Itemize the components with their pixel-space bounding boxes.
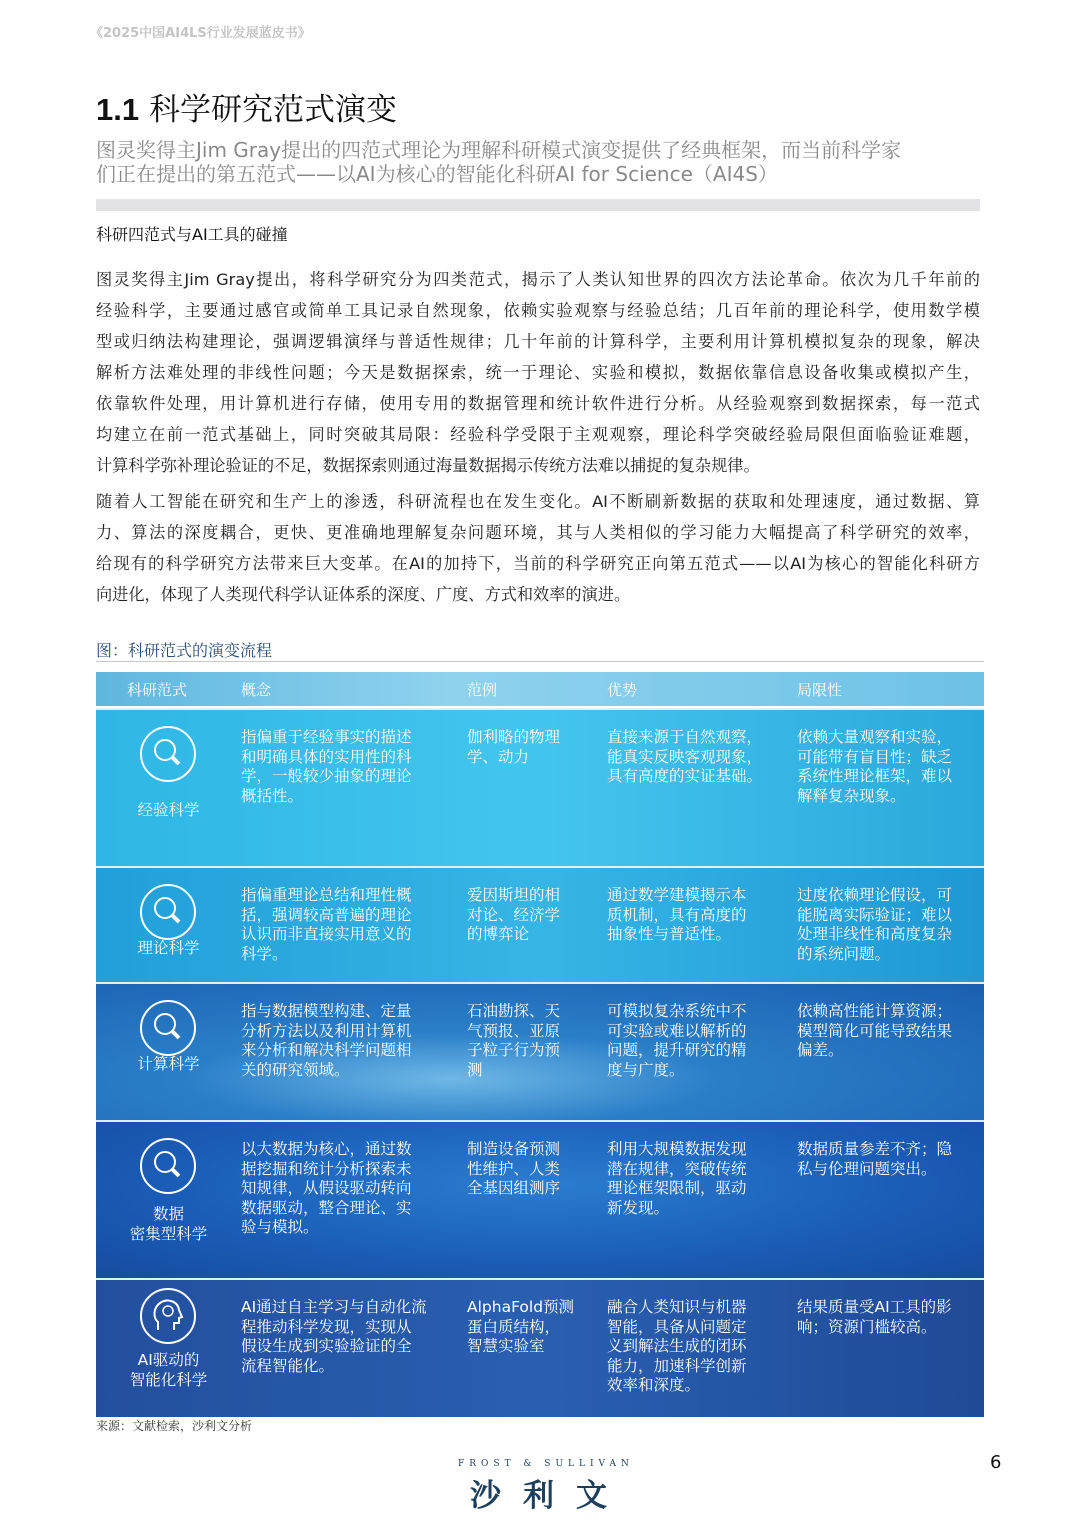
example-line: 全基因组测序: [467, 1179, 561, 1197]
page-title: [96, 84, 397, 129]
header-concept: 概念: [241, 681, 272, 699]
paragraph-line: 均建立在前一范式基础上，同时突破其局限：经验科学受限于主观观察，理论科学突破经验局限但面临验证难题，: [96, 425, 980, 444]
advantage-line: 能真实反映客观现象，: [607, 747, 763, 766]
paragraph: [96, 486, 980, 610]
limitation-line: 依赖高性能计算资源；: [797, 1002, 953, 1020]
concept-line: 指偏重理论总结和理性概: [241, 886, 412, 904]
limitation-line: 可能带有盲目性；缺乏: [797, 747, 953, 766]
example-line: 学、动力: [467, 747, 530, 766]
subtitle-line: 图灵奖得主Jim Gray提出的四范式理论为理解科研模式演变提供了经典框架，而当前科学家: [96, 138, 902, 162]
limitation-cell: [797, 1002, 952, 1061]
subtitle: [96, 138, 986, 186]
header-advantage: 优势: [607, 681, 638, 699]
advantage-cell: [607, 1002, 747, 1080]
concept-line: 科学。: [241, 944, 288, 963]
header-paradigm: 科研范式: [127, 681, 188, 699]
advantage-line: 可实验或难以解析的: [607, 1021, 747, 1040]
concept-line: 流程智能化。: [241, 1356, 335, 1375]
example-line: 的博弈论: [467, 925, 530, 943]
advantage-cell: [607, 1298, 747, 1396]
paragraph-line: 图灵奖得主Jim Gray提出，将科学研究分为四类范式，揭示了人类认知世界的四次方法论革命。依次为几千年前的: [96, 270, 980, 289]
limitation-line: 模型简化可能导致结果: [797, 1021, 953, 1040]
concept-line: 认识而非直接实用意义的: [241, 925, 412, 943]
concept-line: 和明确具体的实用性的科: [241, 747, 412, 766]
limitation-line: 的系统问题。: [797, 944, 891, 963]
paradigm-label: [96, 938, 241, 958]
advantage-line: 抽象性与普适性。: [607, 925, 732, 943]
header-example: 范例: [467, 681, 498, 699]
concept-line: 数据驱动，整合理论、实: [241, 1198, 412, 1217]
concept-cell: [241, 728, 412, 806]
figure-caption: 图：科研范式的演变流程: [96, 641, 273, 660]
paragraph-line: 解析方法难处理的非线性问题；今天是数据探索，统一于理论、实验和模拟，数据依靠信息设备收集或模拟产生，: [96, 363, 980, 382]
table-row: [96, 866, 984, 982]
paradigm-label-line: 计算科学: [137, 1055, 200, 1073]
magnifier-icon: [140, 1138, 196, 1194]
section-heading: 科研四范式与AI工具的碰撞: [96, 225, 288, 244]
example-line: 子粒子行为预: [467, 1041, 561, 1059]
divider-bar: [96, 199, 980, 211]
example-line: 性维护、人类: [467, 1159, 561, 1178]
concept-line: 验与模拟。: [241, 1218, 319, 1236]
limitation-line: 解释复杂现象。: [797, 786, 906, 805]
advantage-line: 义到解法生成的闭环: [607, 1337, 747, 1355]
concept-line: 学，一般较少抽象的理论: [241, 767, 412, 785]
example-cell: [467, 1140, 560, 1199]
example-line: 制造设备预测: [467, 1140, 561, 1158]
advantage-line: 度与广度。: [607, 1060, 685, 1079]
paradigm-label: [96, 1054, 241, 1074]
paragraph-line: 给现有的科学研究方法带来巨大变革。在AI的加持下，当前的科学研究正向第五范式——以AI为核心的智能化科研方: [96, 554, 980, 573]
advantage-line: 融合人类知识与机器: [607, 1298, 747, 1316]
limitation-line: 数据质量参差不齐；隐: [797, 1140, 953, 1158]
concept-cell: [241, 886, 412, 964]
logo-english: FROST & SULLIVAN: [458, 1459, 634, 1469]
paragraph-line: 经验科学，主要通过感官或简单工具记录自然现象，依赖实验观察与经验总结；几百年前的理论科学，使用数学模: [96, 301, 980, 320]
paradigm-label-line: 理论科学: [137, 939, 200, 957]
concept-line: 以大数据为核心，通过数: [241, 1140, 412, 1158]
limitation-cell: [797, 1298, 952, 1337]
paradigm-label-line: 智能化科学: [129, 1371, 208, 1389]
paragraph-line: 随着人工智能在研究和生产上的渗透，科研流程也在发生变化。AI不断刷新数据的获取和处理速度，通过数据、算: [96, 492, 980, 511]
body-text: [96, 264, 980, 615]
table-row: [96, 708, 984, 866]
concept-line: 概括性。: [241, 786, 304, 805]
title-number: 1.1: [96, 92, 140, 127]
paragraph-line: 依靠软件处理，用计算机进行存储，使用专用的数据管理和统计软件进行分析。从经验观察到数据探索，每一范式: [96, 394, 980, 413]
page-number: 6: [990, 1452, 1002, 1473]
subtitle-line: 们正在提出的第五范式——以AI为核心的智能化科研AI for Science（AI4S）: [96, 162, 778, 186]
paragraph-line: 型或归纳法构建理论，强调逻辑演绎与普适性规律；几十年前的计算科学，主要利用计算机模拟复杂的现象，解决: [96, 332, 980, 351]
example-cell: [467, 1002, 560, 1080]
table-header: [96, 672, 984, 706]
example-line: AlphaFold预测: [467, 1298, 575, 1316]
example-line: 爱因斯坦的相: [467, 886, 561, 904]
example-cell: [467, 1298, 574, 1357]
ai-head-icon: [140, 1288, 196, 1344]
advantage-line: 通过数学建模揭示本: [607, 886, 747, 904]
advantage-line: 直接来源于自然观察，: [607, 728, 763, 746]
source-note: 来源：文献检索，沙利文分析: [96, 1419, 253, 1433]
table-row: [96, 1278, 984, 1417]
caption-divider: [96, 661, 984, 662]
paradigm-table: [96, 672, 984, 1415]
advantage-line: 质机制，具有高度的: [607, 905, 747, 924]
header-limitation: 局限性: [797, 681, 843, 699]
concept-line: 知规律，从假设驱动转向: [241, 1179, 412, 1197]
example-line: 伽利略的物理: [467, 728, 561, 746]
limitation-cell: [797, 1140, 952, 1179]
paradigm-label-line: 数据: [152, 1205, 184, 1223]
advantage-cell: [607, 886, 747, 945]
advantage-line: 新发现。: [607, 1198, 670, 1217]
limitation-line: 系统性理论框架，难以: [797, 767, 953, 785]
paradigm-label-line: 经验科学: [137, 801, 200, 819]
example-line: 智慧实验室: [467, 1337, 545, 1355]
example-line: 石油勘探、天: [467, 1002, 561, 1020]
advantage-line: 可模拟复杂系统中不: [607, 1002, 747, 1020]
concept-line: 指与数据模型构建、定量: [241, 1002, 412, 1020]
concept-line: 据挖掘和统计分析探索未: [241, 1159, 412, 1178]
concept-cell: [241, 1140, 412, 1238]
paradigm-label-line: AI驱动的: [137, 1351, 200, 1369]
magnifier-icon: [140, 884, 196, 940]
paradigm-label: [96, 1350, 241, 1390]
magnifier-icon: [140, 726, 196, 782]
paradigm-label: [96, 800, 241, 820]
advantage-line: 潜在规律，突破传统: [607, 1159, 747, 1178]
limitation-line: 能脱离实际验证；难以: [797, 905, 953, 924]
advantage-line: 理论框架限制，驱动: [607, 1179, 747, 1197]
example-line: 对论、经济学: [467, 905, 561, 924]
limitation-line: 结果质量受AI工具的影: [797, 1298, 952, 1316]
advantage-line: 利用大规模数据发现: [607, 1140, 747, 1158]
paragraph: [96, 264, 980, 481]
concept-cell: [241, 1298, 427, 1376]
concept-line: 括，强调较高普遍的理论: [241, 905, 412, 924]
running-header: 《2025中国AI4LS行业发展蓝皮书》: [90, 26, 311, 41]
advantage-line: 具有高度的实证基础。: [607, 767, 763, 785]
concept-line: AI通过自主学习与自动化流: [241, 1298, 427, 1316]
paradigm-label-line: 密集型科学: [129, 1225, 208, 1243]
limitation-cell: [797, 728, 952, 806]
advantage-line: 效率和深度。: [607, 1376, 701, 1394]
concept-cell: [241, 1002, 412, 1080]
concept-line: 假设生成到实验验证的全: [241, 1337, 412, 1355]
limitation-line: 过度依赖理论假设，可: [797, 886, 953, 904]
logo-chinese: 沙利文: [470, 1478, 629, 1514]
concept-line: 分析方法以及利用计算机: [241, 1021, 412, 1040]
limitation-line: 偏差。: [797, 1041, 844, 1059]
limitation-cell: [797, 886, 952, 964]
limitation-line: 私与伦理问题突出。: [797, 1159, 937, 1178]
advantage-line: 能力，加速科学创新: [607, 1356, 747, 1375]
paragraph-line: 计算科学弥补理论验证的不足，数据探索则通过海量数据揭示传统方法难以捕捉的复杂规律。: [96, 456, 760, 475]
concept-line: 关的研究领域。: [241, 1060, 350, 1079]
concept-line: 程推动科学发现，实现从: [241, 1317, 412, 1336]
example-cell: [467, 886, 560, 945]
paradigm-label: [96, 1204, 241, 1244]
example-line: 测: [467, 1060, 483, 1079]
concept-line: 来分析和解决科学问题相: [241, 1041, 412, 1059]
example-line: 气预报、亚原: [467, 1021, 561, 1040]
table-row: [96, 1120, 984, 1278]
example-cell: [467, 728, 560, 767]
advantage-line: 问题，提升研究的精: [607, 1041, 747, 1059]
magnifier-icon: [140, 1000, 196, 1056]
title-text: 科学研究范式演变: [148, 92, 397, 128]
limitation-line: 响；资源门槛较高。: [797, 1317, 937, 1336]
paragraph-line: 力、算法的深度耦合，更快、更准确地理解复杂问题环境，其与人类相似的学习能力大幅提高了科学研究的效率，: [96, 523, 980, 542]
advantage-line: 智能，具备从问题定: [607, 1317, 747, 1336]
concept-line: 指偏重于经验事实的描述: [241, 728, 412, 746]
limitation-line: 依赖大量观察和实验，: [797, 728, 953, 746]
limitation-line: 处理非线性和高度复杂: [797, 925, 953, 943]
table-row: [96, 982, 984, 1120]
paragraph-line: 向进化，体现了人类现代科学认证体系的深度、广度、方式和效率的演进。: [96, 585, 631, 604]
advantage-cell: [607, 1140, 747, 1218]
advantage-cell: [607, 728, 762, 787]
example-line: 蛋白质结构，: [467, 1317, 561, 1336]
